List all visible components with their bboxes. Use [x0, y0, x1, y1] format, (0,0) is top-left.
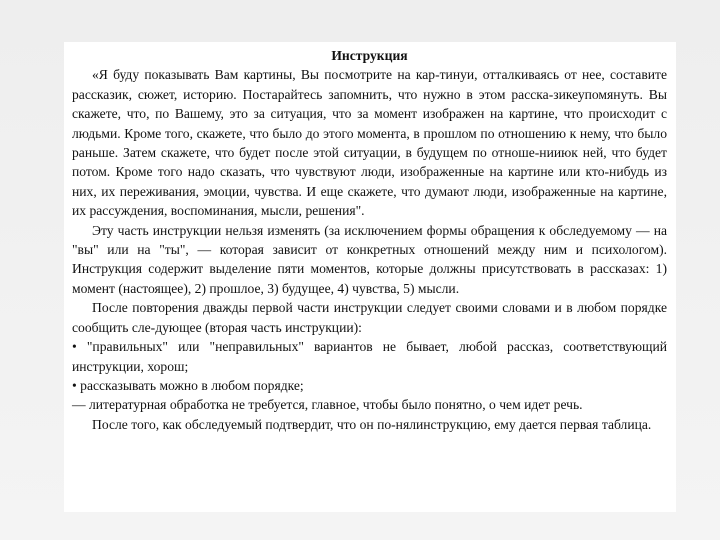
document-body	[72, 46, 667, 434]
bullet-no-literary-processing: — литературная обработка не требуется, главное, чтобы было понятно, о чем идет речь.	[72, 397, 583, 413]
bullet-no-wrong-answers: • "правильных" или "неправильных" вариантов не бывает, любой рассказ, соответствующий инструкции, хорош;	[72, 339, 667, 374]
bullet-any-order: • рассказывать можно в любом порядке;	[72, 377, 304, 393]
document-title: Инструкция	[331, 48, 408, 63]
paragraph-instruction-quote: «Я буду показывать Вам картины, Вы посмотрите на кар-тинуи, отталкиваясь от нее, составите рассказик, сюжет, историю. Постарайтесь запомнить, что нужно в этом расска-зикеупомянуть. Вы скажете, что, по Вашему, это за ситуация, что за момент изображен на картине, что происходит с людьми. Кроме того, скажете, что было до этого момента, в прошлом по отношению к нему, что было раньше. Затем скажете, что будет после этой ситуации, в будущем по отноше-нииюк ней, что будет потом. Кроме того надо сказать, что чувствуют люди, изображенные на картине или кто-нибудь из них, их переживания, эмоции, чувства. И еще скажете, что думают люди, изображенные на картине, их рассуждения, воспоминания, мысли, решения".	[72, 67, 667, 219]
paragraph-five-moments: Эту часть инструкции нельзя изменять (за исключением формы обращения к обследуемому — на "вы" или на "ты", — которая зависит от конкретных отношений между ним и психологом). Инструкция содержит выделение пяти моментов, которые должны присутствовать в рассказах: 1) момент (настоящее), 2) прошлое, 3) будущее, 4) чувства, 5) мысли.	[72, 222, 667, 296]
paragraph-closing: После того, как обследуемый подтвердит, что он по-нялинструкцию, ему дается первая таблица.	[92, 416, 652, 432]
paragraph-second-part: После повторения дважды первой части инструкции следует своими словами и в любом порядке сообщить сле-дующее (вторая часть инструкции):	[72, 300, 667, 335]
